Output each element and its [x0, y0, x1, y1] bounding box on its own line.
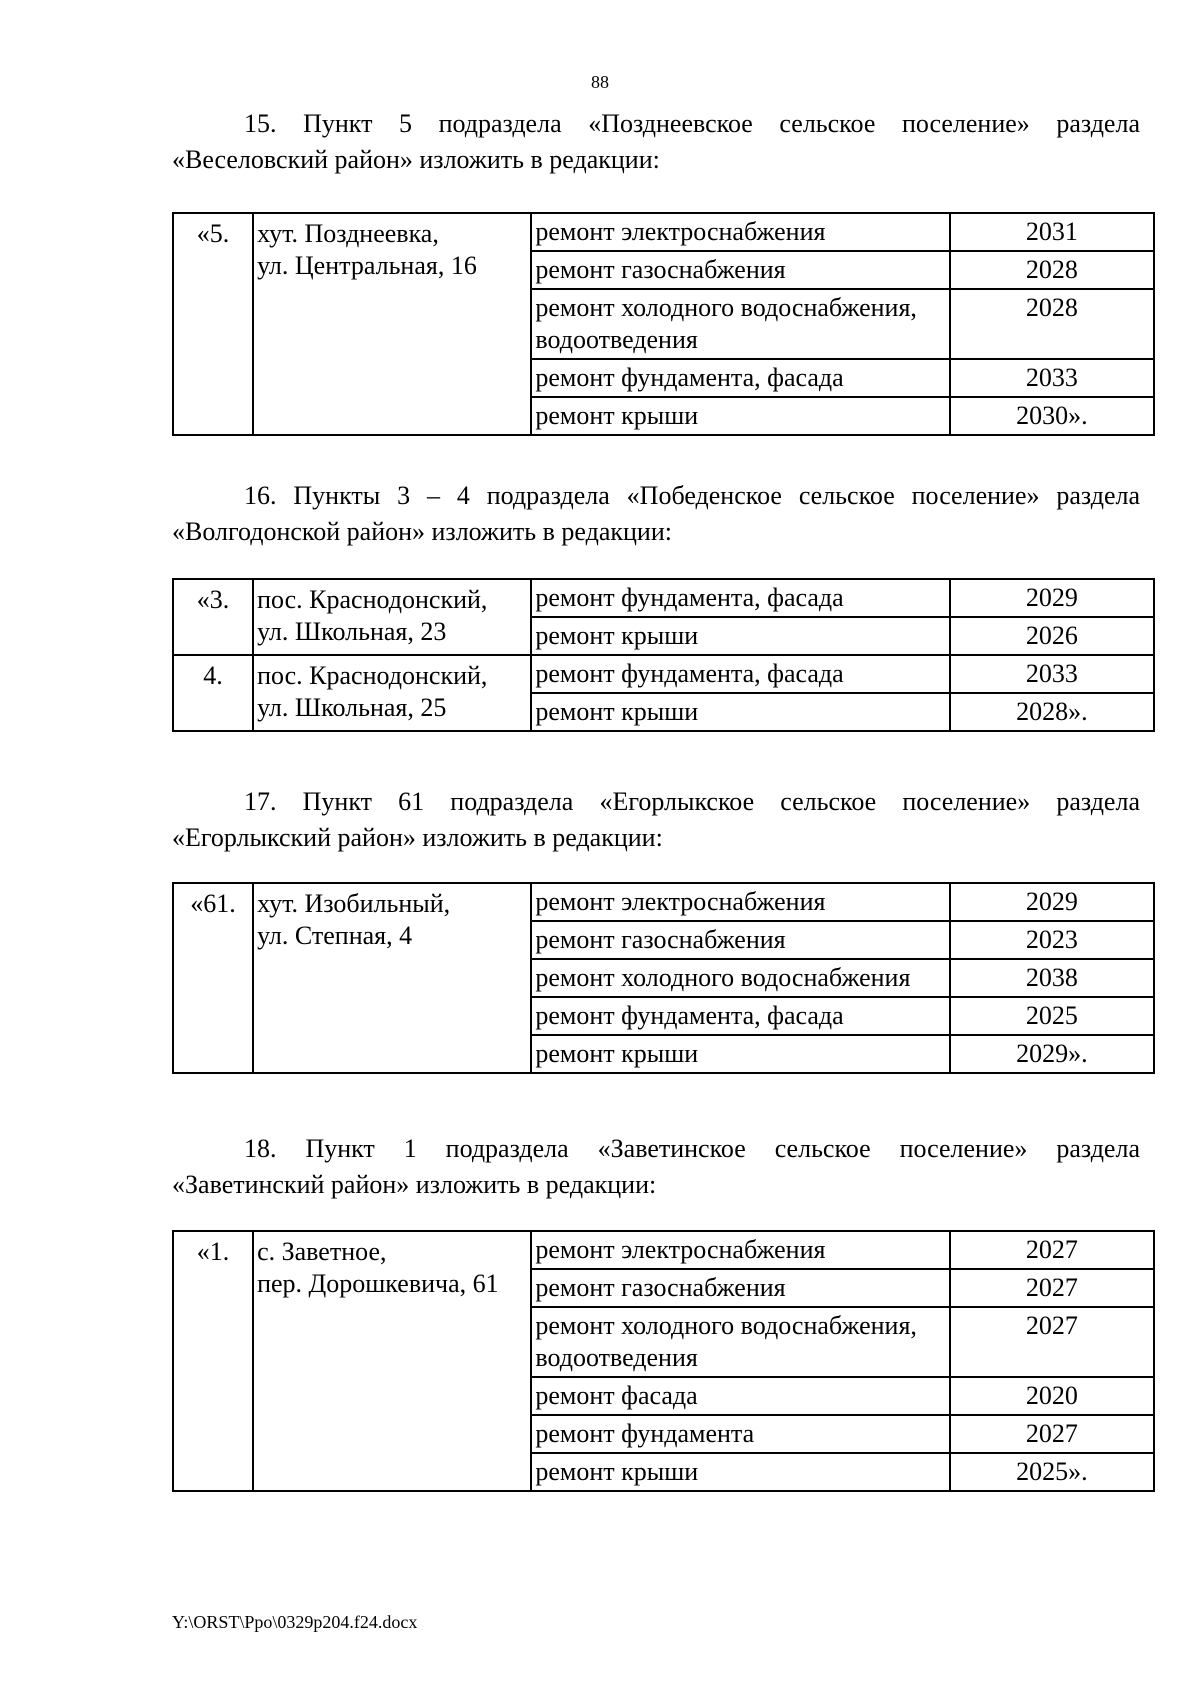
address-line: пер. Дорошкевича, 61	[257, 1269, 499, 1298]
address-line: с. Заветное,	[257, 1237, 387, 1266]
address-line: хут. Позднеевка,	[257, 219, 439, 248]
address-line: пос. Краснодонский,	[257, 585, 488, 614]
work-year: 2030».	[950, 397, 1154, 435]
section-15-table	[172, 212, 1155, 436]
work-year: 2027	[950, 1269, 1154, 1307]
address-line: ул. Центральная, 16	[257, 251, 477, 280]
work-type: ремонт фундамента, фасада	[531, 997, 949, 1035]
work-year: 2028	[950, 289, 1154, 359]
work-year: 2038	[950, 959, 1154, 997]
work-type: ремонт крыши	[531, 1035, 949, 1073]
work-type: ремонт фундамента, фасада	[531, 359, 949, 397]
address-line: пос. Краснодонский,	[257, 661, 488, 690]
work-year: 2026	[950, 617, 1154, 655]
item-address	[253, 579, 531, 655]
work-year: 2025».	[950, 1453, 1154, 1491]
work-type: ремонт газоснабжения	[531, 921, 949, 959]
work-type: ремонт фундамента, фасада	[531, 655, 949, 693]
work-type: ремонт крыши	[531, 1453, 949, 1491]
work-year: 2020	[950, 1377, 1154, 1415]
item-number: «61.	[173, 883, 253, 1073]
table-row	[173, 579, 1154, 617]
work-year: 2025	[950, 997, 1154, 1035]
work-year: 2029».	[950, 1035, 1154, 1073]
item-address	[253, 655, 531, 731]
section-18-paragraph: 18. Пункт 1 подраздела «Заветинское сельское поселение» раздела «Заветинский район» изложить в редакции:	[172, 1134, 1140, 1199]
work-type: ремонт газоснабжения	[531, 251, 949, 289]
work-year: 2028».	[950, 693, 1154, 731]
work-year: 2029	[950, 883, 1154, 921]
address-line: хут. Изобильный,	[257, 889, 451, 918]
table-row	[173, 655, 1154, 693]
work-type: ремонт электроснабжения	[531, 883, 949, 921]
item-number: «1.	[173, 1231, 253, 1491]
address-line: ул. Степная, 4	[257, 921, 413, 950]
work-year: 2029	[950, 579, 1154, 617]
work-type: ремонт фундамента, фасада	[531, 579, 949, 617]
work-year: 2027	[950, 1307, 1154, 1377]
item-address	[253, 1231, 531, 1491]
section-15-paragraph: 15. Пункт 5 подраздела «Позднеевское сельское поселение» раздела «Веселовский район» изложить в редакции:	[172, 109, 1140, 174]
work-year: 2023	[950, 921, 1154, 959]
work-type: ремонт холодного водоснабжения	[531, 959, 949, 997]
address-line: ул. Школьная, 25	[257, 693, 447, 722]
work-type: ремонт холодного водоснабжения, водоотведения	[531, 289, 949, 359]
file-path-footer: Y:\ORST\Ppo\0329p204.f24.docx	[172, 1612, 418, 1632]
work-type: ремонт электроснабжения	[531, 213, 949, 251]
work-type: ремонт крыши	[531, 397, 949, 435]
page-number: 88	[591, 72, 609, 92]
work-year: 2033	[950, 359, 1154, 397]
item-address	[253, 213, 531, 435]
item-number: «5.	[173, 213, 253, 435]
section-17-table	[172, 882, 1155, 1074]
section-16-table	[172, 578, 1155, 732]
section-16-paragraph: 16. Пункты 3 – 4 подраздела «Победенское сельское поселение» раздела «Волгодонской район» изложить в редакции:	[172, 481, 1140, 546]
work-year: 2027	[950, 1415, 1154, 1453]
section-18-table	[172, 1230, 1155, 1492]
work-year: 2028	[950, 251, 1154, 289]
work-type: ремонт электроснабжения	[531, 1231, 949, 1269]
table-row	[173, 213, 1154, 251]
work-type: ремонт газоснабжения	[531, 1269, 949, 1307]
work-type: ремонт холодного водоснабжения, водоотведения	[531, 1307, 949, 1377]
work-year: 2033	[950, 655, 1154, 693]
work-type: ремонт крыши	[531, 693, 949, 731]
work-type: ремонт фасада	[531, 1377, 949, 1415]
item-number: «3.	[173, 579, 253, 655]
work-type: ремонт фундамента	[531, 1415, 949, 1453]
item-number: 4.	[173, 655, 253, 731]
work-type: ремонт крыши	[531, 617, 949, 655]
table-row	[173, 883, 1154, 921]
section-17-paragraph: 17. Пункт 61 подраздела «Егорлыкское сельское поселение» раздела «Егорлыкский район» изложить в редакции:	[172, 787, 1140, 852]
work-year: 2031	[950, 213, 1154, 251]
item-address	[253, 883, 531, 1073]
table-row	[173, 1231, 1154, 1269]
address-line: ул. Школьная, 23	[257, 617, 447, 646]
work-year: 2027	[950, 1231, 1154, 1269]
